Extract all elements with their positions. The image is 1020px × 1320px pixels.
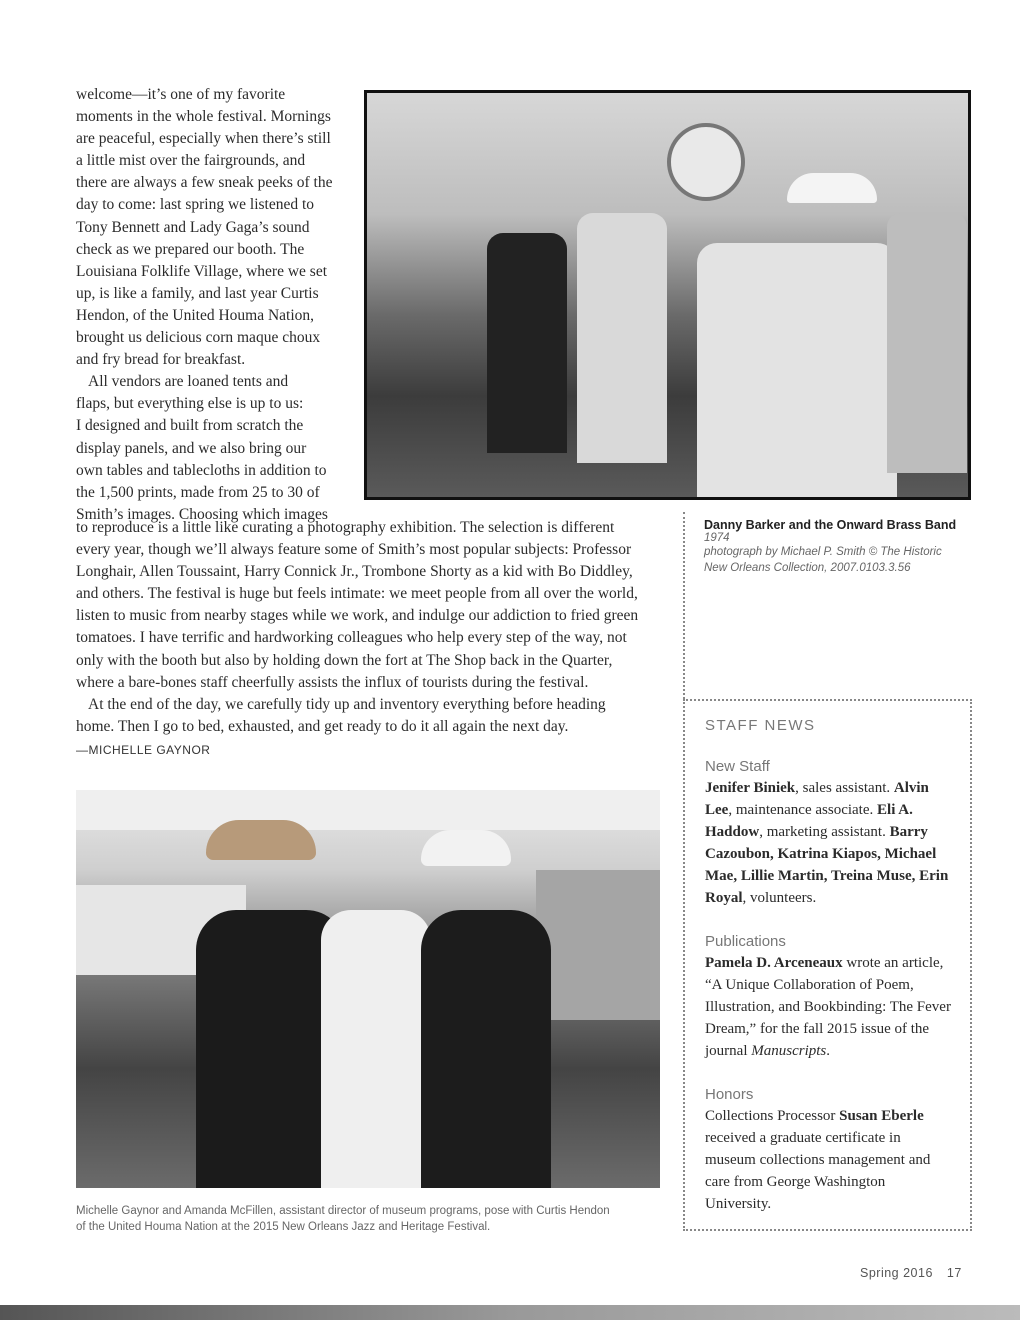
article-line: every year, though we’ll always feature some of Smith’s most popular subjects: Professor — [76, 541, 632, 559]
article-line: day to come: last spring we listened to — [76, 196, 315, 214]
caption-title: Danny Barker and the Onward Brass Band — [704, 518, 957, 532]
article-line: display panels, and we also bring our — [76, 439, 307, 457]
article-line: tomatoes. I have terrific and hardworking colleagues who help every step of the way, not — [76, 629, 627, 647]
honors-text — [705, 1105, 955, 1215]
publications-heading: Publications — [705, 933, 786, 950]
article-line: Hendon, of the United Houma Nation, — [76, 306, 315, 324]
article-line: there are always a few sneak peeks of the — [76, 174, 333, 192]
publication-description: wrote an article, “A Unique Collaboration of Poem, Illustration, and Bookbinding: The Fever Dream,” for the fall 2015 issue of the journal — [705, 955, 951, 1059]
honors-lead: Collections Processor — [705, 1108, 840, 1124]
bottom-caption-line-1: Michelle Gaynor and Amanda McFillen, assistant director of museum programs, pose with Curtis Hendon — [76, 1205, 610, 1217]
article-line: moments in the whole festival. Mornings — [76, 108, 331, 126]
festival-booth-photo — [76, 790, 660, 1188]
article-line: check as we prepared our booth. The — [76, 240, 305, 258]
author-signature: —MICHELLE GAYNOR — [76, 742, 211, 757]
bottom-photo-caption — [76, 1203, 666, 1235]
caption-year: 1974 — [704, 532, 730, 544]
article-line: flaps, but everything else is up to us: — [76, 395, 304, 413]
staff-role: , sales assistant. — [795, 780, 894, 796]
brass-band-photo — [364, 90, 971, 500]
article-line: brought us delicious corn maque choux — [76, 329, 321, 347]
page-footer — [860, 1266, 962, 1280]
article-line: I designed and built from scratch the — [76, 417, 304, 435]
scan-edge — [0, 1305, 1020, 1320]
staff-news-box — [683, 699, 972, 1231]
staff-name: Eli A. Haddow — [705, 802, 913, 840]
article-line: At the end of the day, we carefully tidy up and inventory everything before heading — [88, 695, 606, 713]
new-staff-heading: New Staff — [705, 758, 770, 775]
journal-title: Manuscripts — [751, 1043, 827, 1059]
dotted-divider — [683, 512, 685, 699]
article-line: Smith’s images. Choosing which images — [76, 505, 328, 523]
article-column-full — [76, 517, 671, 761]
top-photo-caption — [704, 518, 974, 576]
staff-name: Alvin Lee — [705, 780, 929, 818]
article-line: where a bare-bones staff cheerfully assists the influx of tourists during the festival. — [76, 673, 589, 691]
honors-description: received a graduate certificate in museum collections management and care from George Washington University. — [705, 1130, 931, 1212]
article-line: home. Then I go to bed, exhausted, and get ready to do it all again the next day. — [76, 717, 569, 735]
article-line: up, is like a family, and last year Curtis — [76, 284, 319, 302]
article-line: Longhair, Allen Toussaint, Harry Connick Jr., Trombone Shorty as a kid with Bo Diddley, — [76, 563, 633, 581]
staff-role: , volunteers. — [742, 890, 817, 906]
article-line: Tony Bennett and Lady Gaga’s sound — [76, 218, 310, 236]
honors-heading: Honors — [705, 1086, 754, 1103]
page-number: 17 — [946, 1266, 962, 1280]
article-line: a little mist over the fairgrounds, and — [76, 152, 306, 170]
article-line: and others. The festival is huge but feels intimate: we meet people from all over the world, — [76, 585, 638, 603]
article-line: are peaceful, especially when there’s still — [76, 130, 331, 148]
article-line: Louisiana Folklife Village, where we set — [76, 262, 328, 280]
new-staff-text — [705, 777, 955, 909]
publication-end: . — [826, 1043, 830, 1059]
staff-role: , maintenance associate. — [728, 802, 878, 818]
staff-news-title: STAFF NEWS — [705, 717, 816, 734]
article-line: to reproduce is a little like curating a photography exhibition. The selection is different — [76, 519, 615, 536]
publication-author: Pamela D. Arceneaux — [705, 955, 843, 971]
caption-credit-line-1: photograph by Michael P. Smith © The Historic — [704, 546, 942, 558]
publications-text — [705, 952, 955, 1062]
article-column-top — [76, 84, 366, 526]
article-line: only with the booth but also by holding down the fort at The Shop back in the Quarter, — [76, 651, 613, 669]
article-line: welcome—it’s one of my favorite — [76, 86, 286, 103]
article-line: listen to music from nearby stages while we work, and indulge our addiction to fried green — [76, 607, 639, 625]
honoree-name: Susan Eberle — [839, 1108, 924, 1124]
staff-names-volunteers: Barry Cazoubon, Katrina Kiapos, Michael Mae, Lillie Martin, Treina Muse, Erin Royal — [705, 824, 949, 906]
article-line: the 1,500 prints, made from 25 to 30 of — [76, 483, 320, 501]
issue-label: Spring 2016 — [860, 1266, 933, 1280]
article-line: own tables and tablecloths in addition to — [76, 461, 327, 479]
staff-name: Jenifer Biniek — [705, 780, 796, 796]
article-line: and fry bread for breakfast. — [76, 351, 246, 369]
bottom-caption-line-2: of the United Houma Nation at the 2015 New Orleans Jazz and Heritage Festival. — [76, 1221, 491, 1233]
article-line: All vendors are loaned tents and — [88, 373, 289, 391]
staff-role: , marketing assistant. — [759, 824, 890, 840]
caption-credit-line-2: New Orleans Collection, 2007.0103.3.56 — [704, 562, 911, 574]
